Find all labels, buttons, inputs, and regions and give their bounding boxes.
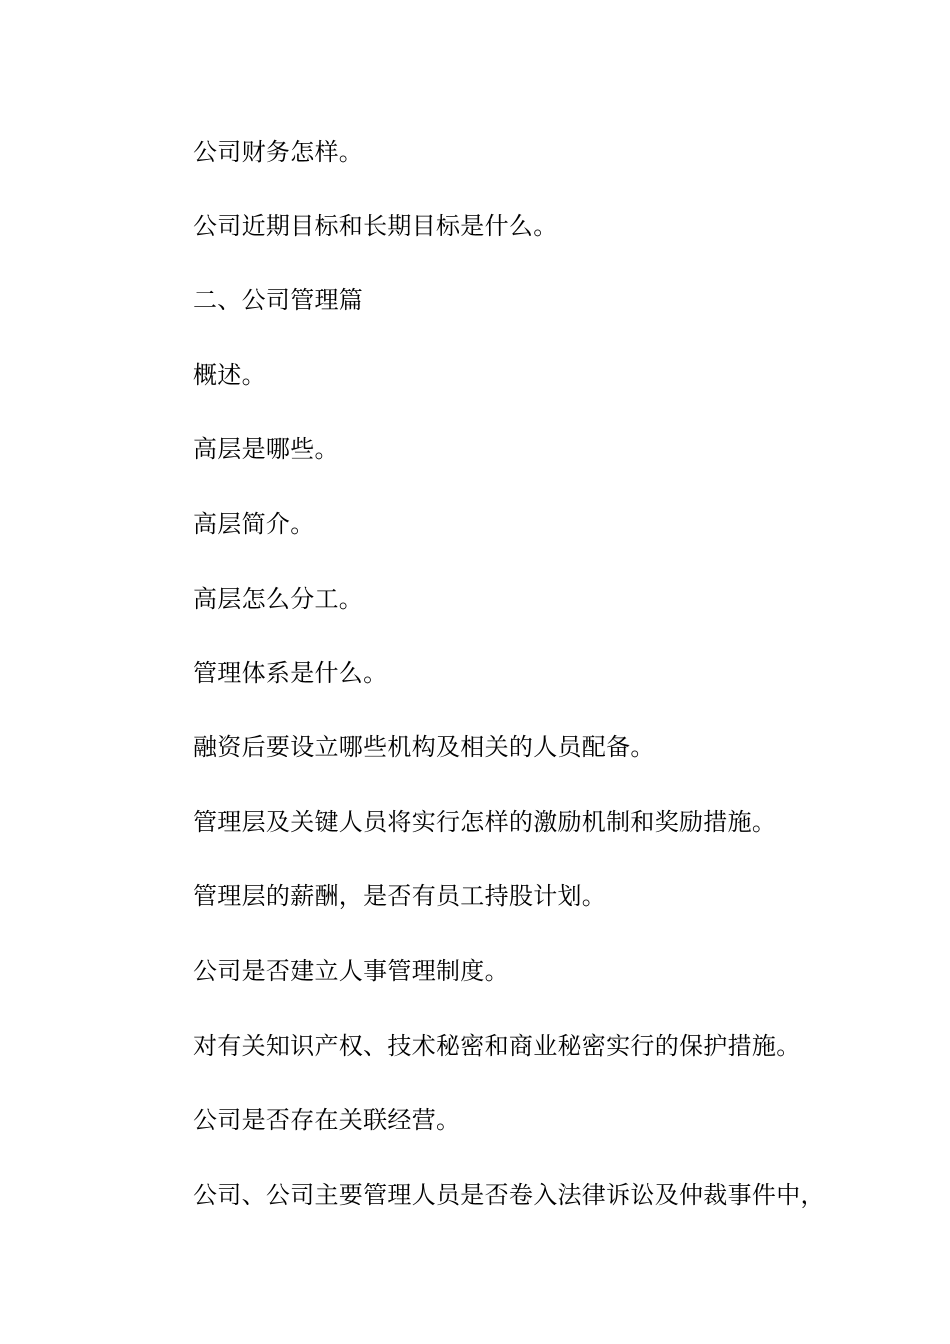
section-heading: 二、公司管理篇: [193, 286, 364, 314]
text-line: 概述。: [193, 361, 266, 389]
text-line: 对有关知识产权、技术秘密和商业秘密实行的保护措施。: [193, 1032, 801, 1060]
text-line: 融资后要设立哪些机构及相关的人员配备。: [193, 733, 655, 761]
text-line: 高层怎么分工。: [193, 585, 364, 613]
text-line: 管理层及关键人员将实行怎样的激励机制和奖励措施。: [193, 808, 777, 836]
text-line: 公司是否建立人事管理制度。: [193, 957, 509, 985]
text-line: 管理体系是什么。: [193, 659, 388, 687]
text-line: 公司是否存在关联经营。: [193, 1106, 461, 1134]
text-line: 公司财务怎样。: [193, 138, 364, 166]
text-line: 管理层的薪酬，是否有员工持股计划。: [193, 882, 607, 910]
text-line: 公司、公司主要管理人员是否卷入法律诉讼及仲裁事件中，: [193, 1181, 825, 1209]
text-line: 高层是哪些。: [193, 435, 339, 463]
text-line: 公司近期目标和长期目标是什么。: [193, 212, 558, 240]
text-line: 高层简介。: [193, 510, 315, 538]
